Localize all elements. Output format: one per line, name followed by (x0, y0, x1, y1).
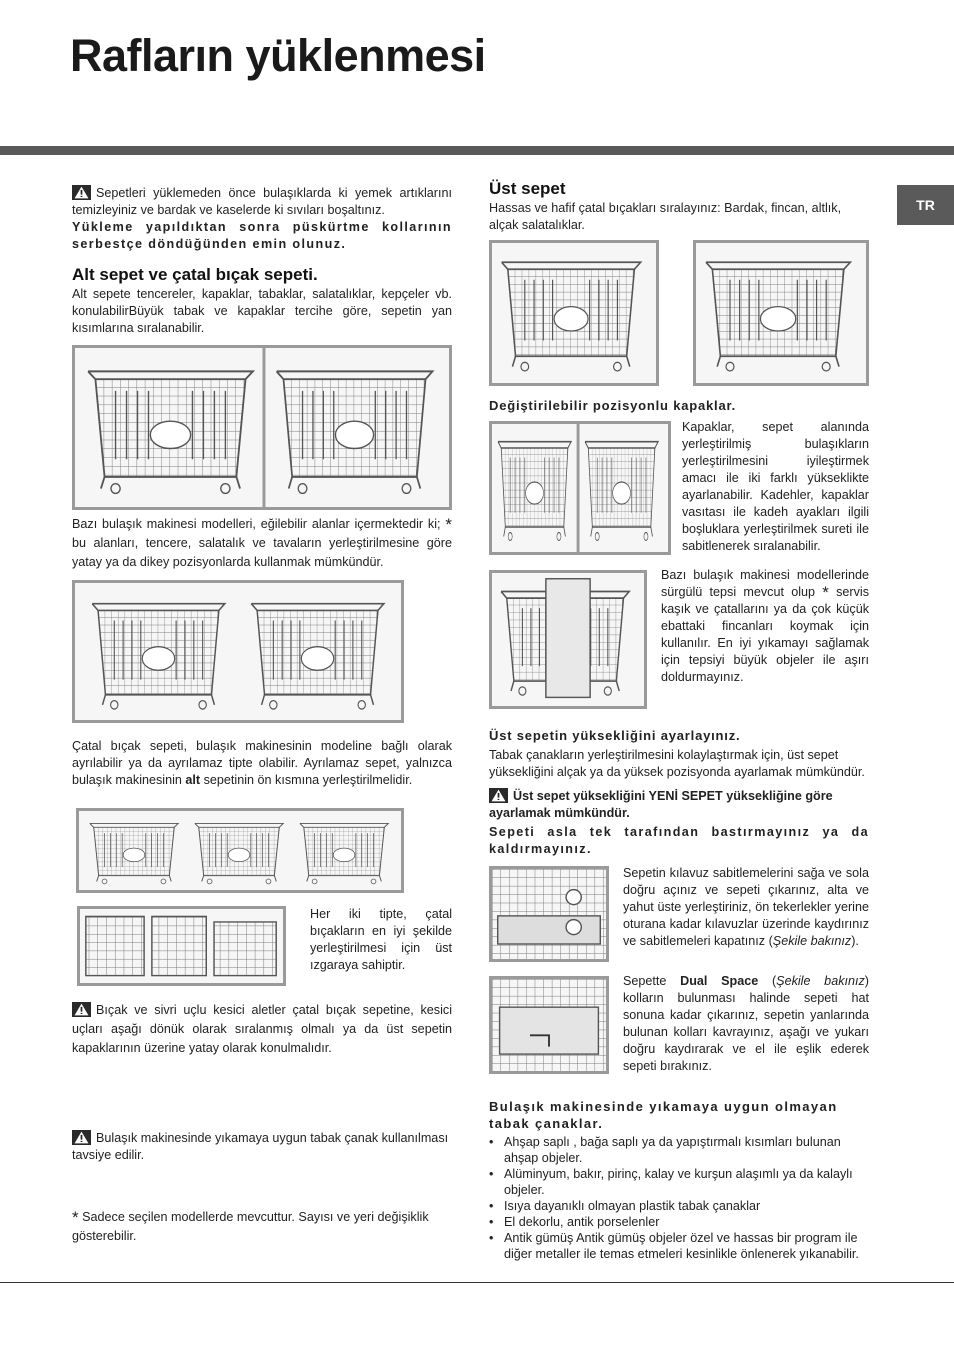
lower-basket-title: Alt sepet ve çatal bıçak sepeti. (72, 265, 318, 284)
footer-rule (0, 1282, 954, 1283)
cutlery-grid-text: Her iki tipte, çatal bıçakların en iyi şekilde yerleştirilmesi için üst ızgaraya sahiptir. (310, 907, 452, 972)
header-band (0, 146, 954, 155)
dish-warning: Bulaşık makinesinde yıkamaya uygun tabak çanak kullanılması tavsiye edilir. (72, 1131, 449, 1162)
flaps-text: Kapaklar, sepet alanında yerleştirilmiş bulaşıkların yerleştirilmesini iyileştirmek amacı ile iki farklı yükseklikte ayarlanabilir. Kadehler, kapaklar vasıtası ile kadeh ayakları ilgili boşluklara yerleştirilmek sureti ile sabitlenerek sıralanabilir. (682, 420, 869, 553)
unsuitable-title: Bulaşık makinesinde yıkamaya uygun olmayan tabak çanaklar. (489, 1099, 838, 1131)
knife-warning: Bıçak ve sivri uçlu kesici aletler çatal bıçak sepetine, kesici uçları aşağı dönük olarak sıralanmış olmalı ya da üst sepetin kapaklarının üzerine yatay olarak konulmalıdır. (72, 1003, 452, 1055)
upper-basket-title: Üst sepet (489, 179, 566, 198)
list-item: • Isıya dayanıklı olmayan plastik tabak çanaklar (489, 1198, 869, 1214)
height-warning-1: Üst sepet yüksekliğini YENİ SEPET yüksekliğine göre ayarlamak mümkündür. (489, 789, 833, 820)
dual-space-figure (489, 976, 609, 1074)
upper-basket-figure-1 (489, 240, 659, 386)
list-item: • El dekorlu, antik porselenler (489, 1214, 869, 1230)
flaps-figure (489, 421, 671, 555)
foldable-areas-figure (72, 580, 404, 723)
height-text: Tabak çanakların yerleştirilmesini kolaylaştırmak için, üst sepet yüksekliğini alçak ya da yüksek pozisyonda ayarlamak mümkündür. (489, 748, 865, 779)
list-item: • Antik gümüş Antik gümüş objeler özel ve hassas bir program ile diğer metaller ile temas etmeleri kesinlikle önlenerek yıkanabilir. (489, 1230, 869, 1262)
warning-icon (72, 185, 91, 200)
warning-icon (72, 1130, 91, 1145)
height-title: Üst sepetin yüksekliğini ayarlayınız. (489, 728, 741, 743)
intro-paragraph: Sepetleri yüklemeden önce bulaşıklarda ki yemek artıklarını temizleyiniz ve bardak ve kaselerde ki sıvıları boşaltınız. (72, 186, 452, 217)
cutlery-basket-text: Çatal bıçak sepeti, bulaşık makinesinin modeline bağlı olarak ayrılabilir ya da ayrılamaz tipte olabilir. Ayrılamaz sepet, yalnızca bulaşık makinesinin alt sepetinin ön kısmına yerleştirilmelidir. (72, 739, 452, 787)
footnote: * Sadece seçilen modellerde mevcuttur. Sayısı ve yeri değişiklik gösterebilir. (72, 1208, 429, 1243)
lower-basket-text: Alt sepete tencereler, kapaklar, tabaklar, salatalıklar, kepçeler vb. konulabilirBüyük tabak ve kapaklar tercihe göre, sepetin yan kısımlarına sıralanabilir. (72, 287, 452, 335)
lower-basket-figure (72, 345, 452, 510)
page-title: Rafların yüklenmesi (70, 30, 486, 81)
language-tab: TR (897, 185, 954, 225)
warning-icon (72, 1002, 91, 1017)
list-item: • Alüminyum, bakır, pirinç, kalay ve kurşun alaşımlı ya da kalaylı objeler. (489, 1166, 869, 1198)
flaps-title: Değiştirilebilir pozisyonlu kapaklar. (489, 398, 737, 413)
upper-basket-figure-2 (693, 240, 869, 386)
upper-basket-text: Hassas ve hafif çatal bıçakları sıralayınız: Bardak, fincan, altlık, alçak salatalıklar. (489, 201, 842, 232)
guide-text: Sepetin kılavuz sabitlemelerini sağa ve sola doğru açınız ve sepeti çıkarınız, alta ve yahut üste yerleştiriniz, ön tekerlekler yerine oturana kadar kılavuzlar üzerinde kaydırınız ve sabitlemeleri kapatınız (Şekile bakınız). (623, 866, 869, 948)
cutlery-grid-figure (77, 906, 286, 986)
intro-bold-note: Yükleme yapıldıktan sonra püskürtme kollarının serbestçe döndüğünden emin olunuz. (72, 220, 452, 251)
tray-text: Bazı bulaşık makinesi modellerinde sürgülü tepsi mevcut olup * servis kaşık ve çatallarını ya da çok küçük ebattaki fincanları koymak için kullanılır. En iyi yıkamayı sağlamak için tepsiyi büyük objeler ile aşırı doldurmayınız. (661, 568, 869, 684)
unsuitable-list (489, 1134, 869, 1262)
tray-figure (489, 570, 647, 709)
dual-space-text: Sepette Dual Space (Şekile bakınız) kolların bulunması halinde sepeti hat sonuna kadar çıkarınız, sepetin yanlarında bulunan kolları kavrayınız, aşağı ve yukarı doğru kaydırarak ve el ile eşlik ederek sepeti bırakınız. (623, 974, 869, 1073)
guide-figure (489, 866, 609, 962)
list-item: • Ahşap saplı , bağa saplı ya da yapıştırmalı kısımları bulunan ahşap objeler. (489, 1134, 869, 1166)
warning-icon (489, 788, 508, 803)
height-warning-2: Sepeti asla tek tarafından bastırmayınız ya da kaldırmayınız. (489, 825, 869, 856)
foldable-areas-text: Bazı bulaşık makinesi modelleri, eğilebilir alanlar içermektedir ki; * bu alanları, tencere, salatalık ve tavaların yerleştirilmesine göre yatay ya da dikey pozisyonlarda kullanmak mümkündür. (72, 515, 452, 569)
cutlery-basket-figure (76, 808, 404, 893)
